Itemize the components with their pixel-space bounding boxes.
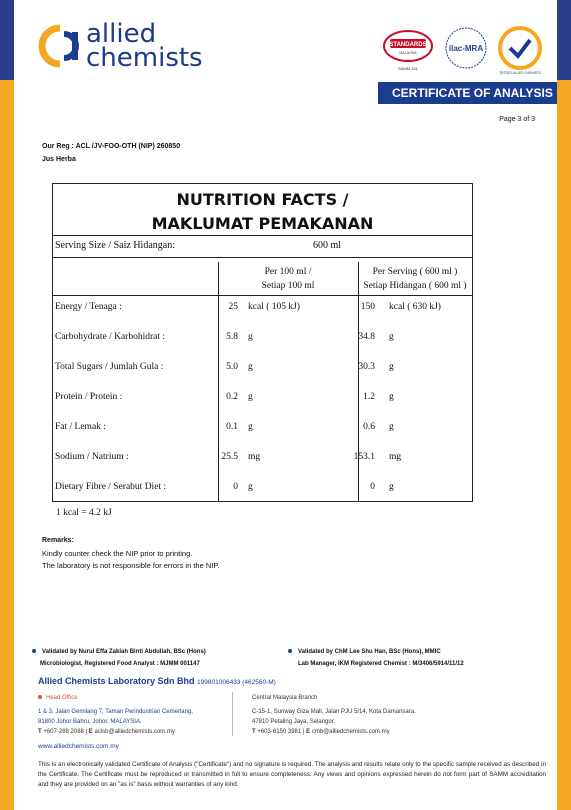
svg-text:STANDARDS: STANDARDS	[389, 42, 427, 48]
validator-1-title: Microbiologist, Registered Food Analyst : MJMM 001147	[40, 661, 200, 667]
per-serving-header	[358, 265, 472, 293]
per-serving-unit: mg	[389, 452, 402, 462]
per-serving-value: 0	[370, 482, 375, 492]
nutrient-row	[53, 332, 472, 346]
nutrition-facts-panel	[52, 183, 473, 502]
per-serving-unit: g	[389, 392, 394, 402]
svg-text:ilac-MRA: ilac-MRA	[448, 44, 484, 53]
central-branch-tel[interactable]: +603-6150 3981	[257, 729, 302, 735]
per-100ml-unit: mg	[248, 452, 261, 462]
per-serving-value: 1.2	[363, 392, 375, 402]
nutrient-row	[53, 302, 472, 316]
per-100ml-value: 5.0	[226, 362, 238, 372]
per-100ml-unit: g	[248, 482, 253, 492]
per-serving-header-line2: Setiap Hidangan ( 600 ml )	[363, 281, 467, 291]
reference-block	[42, 140, 180, 166]
per-serving-unit: g	[389, 422, 394, 432]
kcal-conversion-note: 1 kcal = 4.2 kJ	[56, 508, 112, 518]
validator-2-name: Validated by ChM Lee Shu Han, BSc (Hons), MMIC	[298, 649, 441, 655]
per-serving-unit: g	[389, 332, 394, 342]
head-office-tel[interactable]: +607-288 2088	[43, 729, 84, 735]
nutrition-grid	[53, 262, 472, 501]
per-100ml-value: 0	[233, 482, 238, 492]
bullet-icon	[38, 695, 42, 699]
head-office-addr1: 1 & 3, Jalan Gemilang 7, Taman Perindustrian Cemerlang,	[38, 709, 193, 715]
nutrient-name: Total Sugars / Jumlah Gula :	[55, 362, 164, 372]
per-serving-value: 150	[360, 302, 375, 312]
header-rule	[53, 295, 472, 296]
ilac-mra-badge	[442, 24, 490, 78]
svg-text:TESTED ALLIED CHEMISTS: TESTED ALLIED CHEMISTS	[499, 71, 541, 75]
per-100ml-value: 0.1	[226, 422, 238, 432]
right-accent-bar	[557, 0, 571, 810]
per-100ml-header-line1: Per 100 ml /	[264, 267, 312, 277]
email-label: E	[306, 729, 311, 735]
head-office-title-text: Head Office	[46, 695, 78, 701]
per-100ml-header	[218, 265, 358, 293]
nutrient-name: Carbohydrate / Karbohidrat :	[55, 332, 166, 342]
per-serving-unit: g	[389, 482, 394, 492]
nutrition-title	[53, 184, 472, 236]
nutrient-name: Energy / Tenaga :	[55, 302, 122, 312]
head-office-email[interactable]: aclsb@alliedchemists.com.my	[94, 729, 175, 735]
head-office-title	[38, 693, 193, 703]
nutrient-name: Fat / Lemak :	[55, 422, 106, 432]
nutrient-row	[53, 422, 472, 436]
right-accent-top	[557, 0, 571, 80]
tel-label: T	[252, 729, 256, 735]
per-100ml-value: 5.8	[226, 332, 238, 342]
nutrient-name: Dietary Fibre / Serabut Diet :	[55, 482, 167, 492]
per-serving-header-line1: Per Serving ( 600 ml )	[372, 267, 458, 277]
bullet-icon	[32, 649, 36, 653]
per-serving-value: 153.1	[353, 452, 375, 462]
head-office-addr2: 81800 Johor Bahru, Johor, MALAYSIA.	[38, 719, 142, 725]
tel-label: T	[38, 729, 42, 735]
central-branch-title: Central Malaysia Branch	[252, 695, 318, 701]
central-branch-addr1: C-15-1, Sunway Giza Mall, Jalan PJU 5/14, Kota Damansara,	[252, 709, 416, 715]
brand-line-1: allied	[86, 19, 157, 49]
per-100ml-unit: kcal ( 105 kJ)	[248, 302, 300, 312]
disclaimer: This is an electronically validated Certificate of Analysis ("Certificate") and no signature is required. The analysis and results relate only to the specific sample received as described in the Certificate. The Certificate must be reproduced or transmitted in full to ensure completeness. Any views and opinions expressed herein do not form part of SAMM accreditation and they are provided on an "as is" basis without warranties of any kind.	[38, 761, 546, 788]
serving-size-label: Serving Size / Saiz Hidangan:	[55, 240, 175, 251]
per-100ml-unit: g	[248, 332, 253, 342]
remarks-heading: Remarks:	[42, 537, 74, 544]
remarks-line-2: The laboratory is not responsible for errors in the NIP.	[42, 561, 220, 570]
standards-malaysia-badge	[380, 24, 436, 78]
nutrient-row	[53, 452, 472, 466]
certificate-title-bar: CERTIFICATE OF ANALYSIS	[378, 82, 557, 104]
serving-size-row	[53, 236, 472, 258]
svg-text:SAMM 161: SAMM 161	[398, 66, 418, 71]
svg-text:MALAYSIA: MALAYSIA	[399, 51, 417, 55]
branch-divider	[232, 692, 233, 736]
per-100ml-unit: g	[248, 392, 253, 402]
per-serving-value: 0.6	[363, 422, 375, 432]
per-100ml-unit: g	[248, 422, 253, 432]
company-name-block	[38, 676, 276, 686]
accreditation-badges	[380, 24, 550, 78]
brand-line-2: chemists	[86, 43, 203, 73]
validator-1-name: Validated by Nurul Effa Zakiah Binti Abdullah, BSc (Hons)	[42, 649, 206, 655]
validator-2	[288, 646, 464, 670]
per-100ml-unit: g	[248, 362, 253, 372]
nutrient-name: Protein / Protein :	[55, 392, 123, 402]
allied-chemists-logo-icon	[38, 24, 82, 68]
nutrient-row	[53, 392, 472, 406]
brand-wordmark	[86, 19, 203, 73]
head-office: Head Office 1 & 3, Jalan Gemilang 7, Taman Perindustrian Cemerlang, 81800 Johor Bahru, Johor, MALAYSIA. T +607-288 2088 | E aclsb@alliedchemists.com.my	[38, 695, 193, 735]
validator-1	[32, 646, 206, 670]
per-serving-unit: kcal ( 630 kJ)	[389, 302, 441, 312]
central-branch-email[interactable]: cmb@alliedchemists.com.my	[311, 729, 390, 735]
company-name: Allied Chemists Laboratory Sdn Bhd	[38, 676, 195, 686]
tested-allied-chemists-badge	[496, 24, 544, 78]
left-accent-top	[0, 0, 14, 80]
left-accent-bar	[0, 0, 14, 810]
per-100ml-value: 25.5	[221, 452, 238, 462]
per-100ml-value: 25	[228, 302, 238, 312]
bullet-icon	[288, 649, 292, 653]
product-name: Jus Herba	[42, 156, 76, 163]
letterhead	[30, 18, 550, 83]
remarks	[42, 534, 219, 573]
serving-size-value: 600 ml	[313, 240, 342, 251]
nutrition-title-line2: MAKLUMAT PEMAKANAN	[151, 214, 374, 233]
per-serving-value: 34.8	[358, 332, 375, 342]
email-label: E	[88, 729, 93, 735]
remarks-line-1: Kindly counter check the NIP prior to printing.	[42, 548, 193, 558]
per-serving-value: 30.3	[358, 362, 375, 372]
nutrition-title-line1: NUTRITION FACTS /	[176, 190, 349, 209]
company-reg-no: 199801006433 (462560-M)	[197, 679, 276, 686]
central-branch-addr2: 47810 Petaling Jaya, Selangor.	[252, 719, 336, 725]
central-branch: Central Malaysia Branch C-15-1, Sunway Giza Mall, Jalan PJU 5/14, Kota Damansara, 47810 Petaling Jaya, Selangor. T +603-6150 3981 | E cmb@alliedchemists.com.my	[252, 695, 416, 735]
website-link[interactable]: www.alliedchemists.com.my	[38, 743, 119, 750]
nutrient-name: Sodium / Natrium :	[55, 452, 129, 462]
nutrient-row	[53, 482, 472, 496]
nutrient-row	[53, 362, 472, 376]
per-100ml-value: 0.2	[226, 392, 238, 402]
page-number: Page 3 of 3	[499, 116, 535, 123]
validator-2-title: Lab Manager, IKM Registered Chemist : M/3406/5914/11/12	[298, 661, 464, 667]
per-serving-unit: g	[389, 362, 394, 372]
per-100ml-header-line2: Setiap 100 ml	[261, 281, 315, 291]
our-reg: Our Reg : ACL /JV-FOO-OTH (NIP) 260850	[42, 143, 181, 150]
